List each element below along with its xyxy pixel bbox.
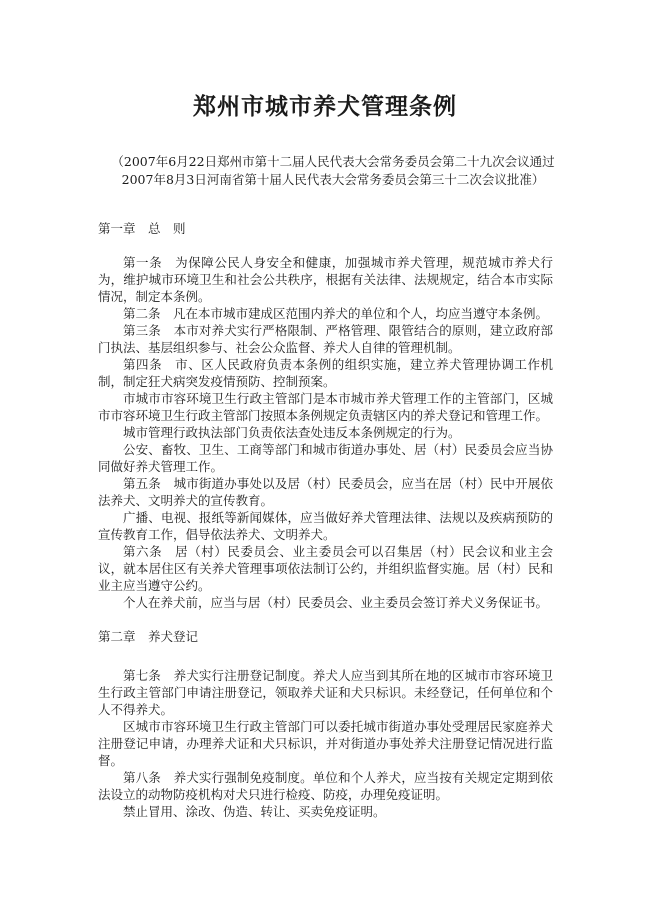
article-8-paragraph-2: 禁止冒用、涂改、伪造、转让、买卖免疫证明。: [123, 804, 386, 819]
article-6: 第六条 居（村）民委员会、业主委员会可以召集居（村）民会议和业主会议，就本居住区有关养犬管理事项依法制订公约，并组织监督实施。居（村）民和业主应当遵守公约。: [98, 544, 553, 593]
article-4-paragraph-3: 城市管理行政执法部门负责依法查处违反本条例规定的行为。: [123, 425, 461, 440]
article-6-paragraph-2: 个人在养犬前，应当与居（村）民委员会、业主委员会签订养犬义务保证书。: [123, 595, 549, 610]
article-7: 第七条 养犬实行注册登记制度。养犬人应当到其所在地的区城市市容环境卫生行政主管部门申请注册登记，领取养犬证和犬只标识。未经登记，任何单位和个人不得养犬。: [98, 668, 553, 717]
article-4: 第四条 市、区人民政府负责本条例的组织实施，建立养犬管理协调工作机制，制定狂犬病突发疫情预防、控制预案。: [98, 357, 553, 389]
article-7-paragraph-2: 区城市市容环境卫生行政主管部门可以委托城市街道办事处受理居民家庭养犬注册登记申请，办理养犬证和犬只标识，并对街道办事处养犬注册登记情况进行监督。: [98, 719, 553, 768]
chapter-heading-2: 第二章 养犬登记: [98, 629, 199, 644]
article-4-paragraph-4: 公安、畜牧、卫生、工商等部门和城市街道办事处、居（村）民委员会应当协同做好养犬管理工作。: [98, 442, 553, 474]
chapter-heading-1: 第一章 总 则: [98, 221, 186, 236]
article-2: 第二条 凡在本市城市建成区范围内养犬的单位和个人，均应当遵守本条例。: [123, 306, 549, 321]
article-3: 第三条 本市对养犬实行严格限制、严格管理、限管结合的原则，建立政府部门执法、基层组织参与、社会公众监督、养犬人自律的管理机制。: [98, 323, 553, 355]
article-5: 第五条 城市街道办事处以及居（村）民委员会，应当在居（村）民中开展依法养犬、文明养犬的宣传教育。: [98, 476, 553, 508]
article-4-paragraph-2: 市城市市容环境卫生行政主管部门是本市城市养犬管理工作的主管部门，区城市市容环境卫生行政主管部门按照本条例规定负责辖区内的养犬登记和管理工作。: [98, 391, 553, 423]
document-body: [98, 220, 553, 820]
adoption-note-line-1: （2007年6月22日郑州市第十二届人民代表大会常务委员会第二十九次会议通过: [111, 154, 555, 169]
article-5-paragraph-2: 广播、电视、报纸等新闻媒体，应当做好养犬管理法律、法规以及疾病预防的宣传教育工作，倡导依法养犬、文明养犬。: [98, 510, 553, 542]
article-1: 第一条 为保障公民人身安全和健康，加强城市养犬管理，规范城市养犬行为，维护城市环境卫生和社会公共秩序，根据有关法律、法规规定，结合本市实际情况，制定本条例。: [98, 255, 553, 304]
article-8: 第八条 养犬实行强制免疫制度。单位和个人养犬，应当按有关规定定期到依法设立的动物防疫机构对犬只进行检疫、防疫，办理免疫证明。: [98, 770, 553, 802]
adoption-note-line-2: 2007年8月3日河南省第十届人民代表大会常务委员会第三十二次会议批准）: [121, 172, 545, 187]
adoption-note: [98, 153, 568, 189]
document-title: 郑州市城市养犬管理条例: [193, 94, 457, 120]
